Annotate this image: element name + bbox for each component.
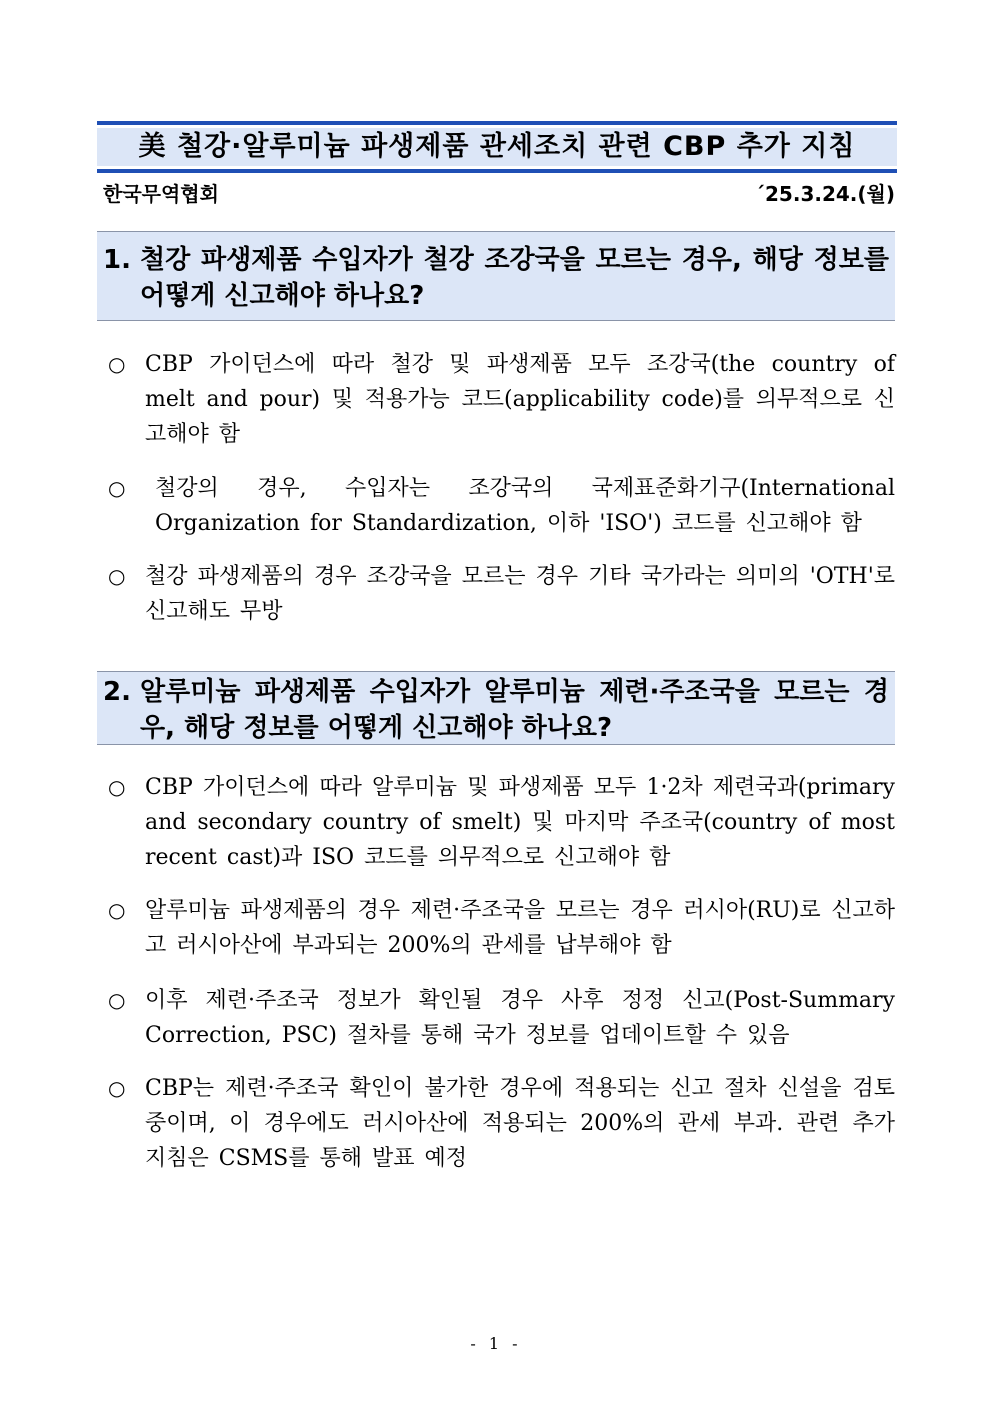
document-title-box: [97, 121, 897, 173]
bullet-circle-icon: ○: [108, 898, 126, 922]
bullet-circle-icon: ○: [108, 1076, 126, 1100]
document-date: ´25.3.24.(월): [755, 182, 895, 206]
list-item-text: 철강 파생제품의 경우 조강국을 모르는 경우 기타 국가라는 의미의 'OTH'로 신고해도 무방: [145, 564, 895, 624]
section-2-heading: [97, 671, 895, 745]
section-number: 2.: [103, 677, 131, 707]
organization-name: 한국무역협회: [103, 182, 219, 206]
bullet-circle-icon: ○: [108, 775, 126, 799]
section-title: 철강 파생제품 수입자가 철강 조강국을 모르는 경우, 해당 정보를 어떻게 신고해야 하나요?: [140, 245, 889, 311]
section-title: 알루미늄 파생제품 수입자가 알루미늄 제련·주조국을 모르는 경우, 해당 정보를 어떻게 신고해야 하나요?: [140, 677, 889, 743]
bullet-circle-icon: ○: [108, 988, 126, 1012]
section-number: 1.: [103, 245, 131, 275]
list-item-text: CBP 가이던스에 따라 철강 및 파생제품 모두 조강국(the country of melt and pour) 및 적용가능 코드(applicability code)를 의무적으로 신고해야 함: [145, 352, 895, 447]
list-item-text: 이후 제련·주조국 정보가 확인될 경우 사후 정정 신고(Post-Summary Correction, PSC) 절차를 통해 국가 정보를 업데이트할 수 있음: [145, 988, 895, 1048]
page-number: - 1 -: [470, 1334, 522, 1353]
bullet-circle-icon: ○: [108, 352, 126, 376]
list-item-text: 철강의 경우, 수입자는 조강국의 국제표준화기구(International Organization for Standardization, 이하 'ISO') 코드를 신고해야 함: [155, 476, 895, 536]
section-1-heading: [97, 231, 895, 321]
bullet-circle-icon: ○: [108, 476, 126, 500]
list-item-text: 알루미늄 파생제품의 경우 제련·주조국을 모르는 경우 러시아(RU)로 신고하고 러시아산에 부과되는 200%의 관세를 납부해야 함: [145, 898, 895, 958]
header-info: [103, 178, 895, 204]
list-item-text: CBP는 제련·주조국 확인이 불가한 경우에 적용되는 신고 절차 신설을 검토 중이며, 이 경우에도 러시아산에 적용되는 200%의 관세 부과. 관련 추가 지침은 CSMS를 통해 발표 예정: [145, 1076, 895, 1171]
list-item-text: CBP 가이던스에 따라 알루미늄 및 파생제품 모두 1·2차 제련국과(primary and secondary country of smelt) 및 마지막 주조국(country of most recent cast)과 ISO 코드를 의무적으로 신고해야 함: [145, 775, 895, 870]
document-title: 美 철강·알루미늄 파생제품 관세조치 관련 CBP 추가 지침: [138, 131, 856, 162]
bullet-circle-icon: ○: [108, 564, 126, 588]
